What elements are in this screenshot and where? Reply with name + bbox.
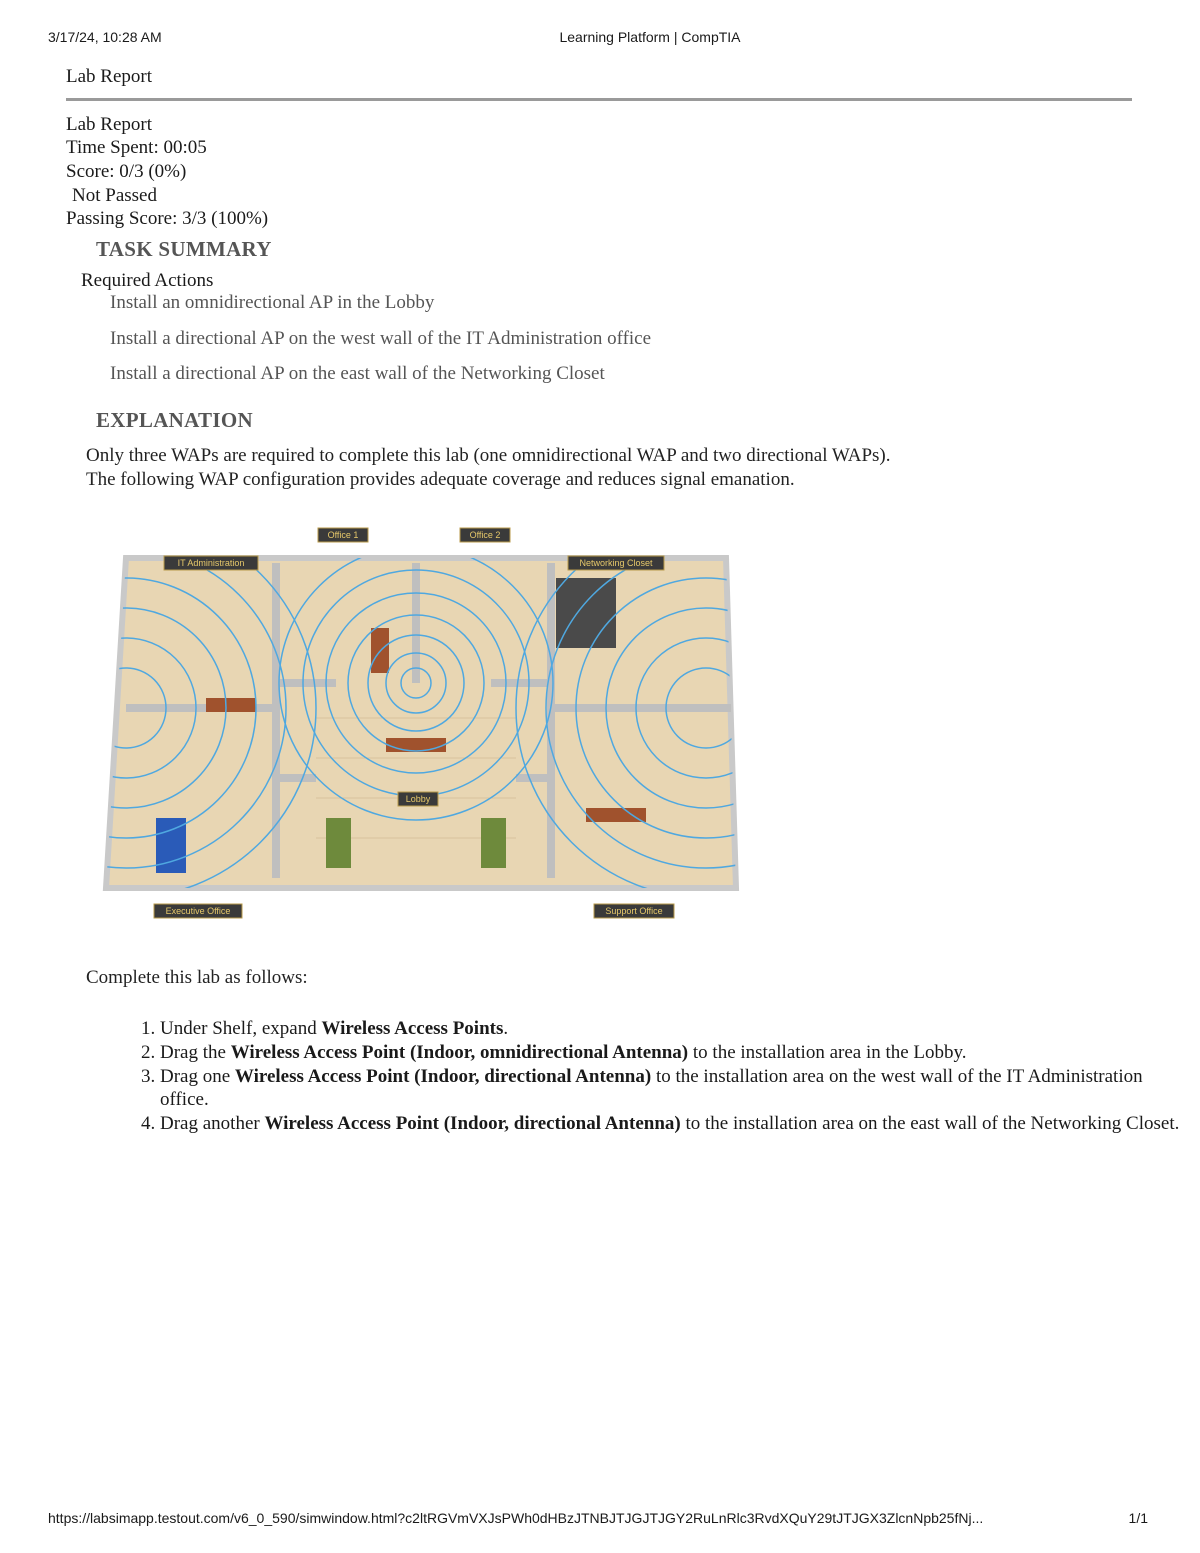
explanation-text: The following WAP configuration provides adequate coverage and reduces signal emanation. <box>86 469 795 490</box>
desk <box>386 738 446 752</box>
page-heading: Lab Report <box>66 66 153 87</box>
step-item: 4. Drag another Wireless Access Point (Indoor, directional Antenna) to the installation area on the east wall of the Networking Closet. <box>160 1112 1180 1135</box>
status-badge: Not Passed <box>72 185 157 206</box>
required-action: Install a directional AP on the east wall of the Networking Closet <box>110 363 605 384</box>
floorplan-image <box>86 518 752 938</box>
page-number: 1/1 <box>1128 1510 1148 1526</box>
label-office-1 <box>318 528 368 542</box>
svg-text:Support Office: Support Office <box>605 906 663 916</box>
label-office-2 <box>460 528 510 542</box>
footer-url: https://labsimapp.testout.com/v6_0_590/simwindow.html?c2ltRGVmVXJsPWh0dHBzJTNBJTJGJTJGY2RuLnRlc3RvdXQuY29tJTJGX3ZlcnNpb25fNj... <box>48 1510 984 1526</box>
passing-score: Passing Score: 3/3 (100%) <box>66 208 269 229</box>
label-support-office <box>594 904 674 918</box>
explanation-text: Only three WAPs are required to complete this lab (one omnidirectional WAP and two directional WAPs). <box>86 445 891 466</box>
required-action: Install an omnidirectional AP in the Lobby <box>110 292 435 313</box>
svg-text:Networking Closet: Networking Closet <box>579 558 653 568</box>
steps-intro: Complete this lab as follows: <box>86 967 308 988</box>
svg-text:Office 1: Office 1 <box>327 530 359 540</box>
task-summary-heading: TASK SUMMARY <box>96 237 272 261</box>
divider <box>66 98 1132 101</box>
required-action: Install a directional AP on the west wall of the IT Administration office <box>110 328 652 349</box>
sofa <box>326 818 351 868</box>
svg-text:Office 2: Office 2 <box>469 530 501 540</box>
desk <box>206 698 256 712</box>
print-date: 3/17/24, 10:28 AM <box>48 29 162 45</box>
label-networking-closet <box>568 556 664 570</box>
server-racks <box>556 578 616 648</box>
svg-text:Lobby: Lobby <box>405 794 431 804</box>
print-title: Learning Platform | CompTIA <box>559 29 741 45</box>
step-item: 1. Under Shelf, expand Wireless Access Points. <box>160 1017 1180 1040</box>
explanation-heading: EXPLANATION <box>96 408 253 432</box>
sofa <box>481 818 506 868</box>
label-lobby <box>398 792 438 806</box>
svg-text:Executive Office: Executive Office <box>165 906 231 916</box>
desk <box>586 808 646 822</box>
time-spent: Time Spent: 00:05 <box>66 137 207 158</box>
step-item: 3. Drag one Wireless Access Point (Indoor, directional Antenna) to the installation area on the west wall of the IT Administration office. <box>160 1065 1180 1111</box>
steps-list <box>86 1017 1180 1136</box>
required-actions-label: Required Actions <box>81 270 214 291</box>
label-it-administration <box>164 556 258 570</box>
score: Score: 0/3 (0%) <box>66 161 187 182</box>
report-title: Lab Report <box>66 114 153 135</box>
step-item: 2. Drag the Wireless Access Point (Indoor, omnidirectional Antenna) to the installation area in the Lobby. <box>160 1041 1180 1064</box>
label-executive-office <box>154 904 242 918</box>
svg-text:IT Administration: IT Administration <box>177 558 245 568</box>
